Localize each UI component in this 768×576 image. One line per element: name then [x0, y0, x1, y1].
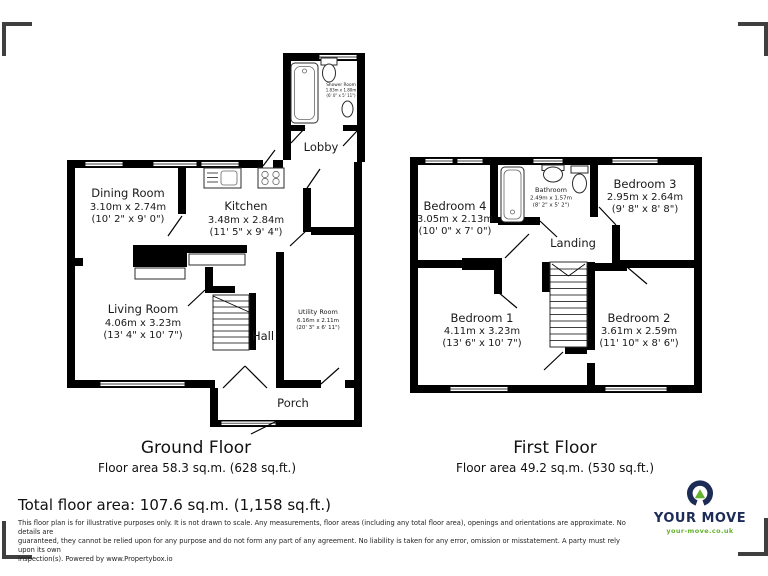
- disclaimer-line: guaranteed, they cannot be relied upon for any purpose and do not form any part of any agreement. No liability is taken for any error, omission or misstatement. A party must rely upon its own: [18, 536, 620, 554]
- door-swing: [168, 216, 182, 236]
- room-imperial: (11' 10" x 8' 6"): [599, 338, 679, 349]
- wall-segment: [303, 188, 311, 232]
- door-swing: [245, 366, 267, 388]
- room-label-bathroom: [530, 186, 572, 209]
- wall-segment: [494, 270, 502, 294]
- room-name: Bedroom 4: [423, 199, 487, 213]
- hearth: [135, 268, 185, 279]
- door-swing: [544, 352, 563, 370]
- first-floor-stairs: [550, 262, 587, 347]
- wall-segment: [205, 267, 213, 293]
- room-metric: 2.49m x 1.57m: [530, 195, 572, 202]
- room-metric: 6.16m x 2.11m: [297, 318, 339, 324]
- hob: [258, 168, 284, 188]
- room-label-porch: Porch: [277, 396, 309, 410]
- wall-segment: [542, 262, 550, 292]
- ground-floor-plan: [55, 40, 375, 435]
- wall-segment: [590, 165, 598, 217]
- room-name: Living Room: [107, 302, 179, 316]
- room-label-living: [103, 302, 182, 341]
- bath: [291, 63, 318, 123]
- ground-floor-stairs: [213, 295, 249, 350]
- wall-segment: [587, 363, 595, 385]
- room-imperial: (13' 6" x 10' 7"): [442, 338, 522, 349]
- wall-segment: [694, 157, 702, 393]
- room-metric: 4.11m x 3.23m: [443, 326, 521, 337]
- door-swing: [321, 368, 339, 384]
- room-name: Dining Room: [91, 186, 165, 200]
- room-name: Bedroom 2: [607, 311, 671, 325]
- room-imperial: (10' 0" x 7' 0"): [418, 226, 492, 237]
- room-label-kitchen: [208, 199, 284, 238]
- wall-segment: [354, 388, 362, 427]
- room-label-bed3: [607, 177, 683, 215]
- wall-segment: [354, 162, 362, 388]
- stairs: [213, 295, 249, 350]
- chimney-breast: [133, 245, 187, 267]
- room-metric: 3.05m x 2.13m: [416, 214, 494, 225]
- logo-domain-text: your-move.co.uk: [666, 527, 734, 535]
- room-imperial: (11' 5" x 9' 4"): [209, 227, 283, 238]
- room-name: Bedroom 1: [450, 311, 514, 325]
- room-imperial: (8' 2" x 5' 2"): [532, 202, 570, 209]
- room-metric: 3.10m x 2.74m: [89, 202, 167, 213]
- door-swing: [505, 234, 529, 258]
- wall-segment: [67, 160, 75, 388]
- door-swing: [627, 267, 647, 284]
- corner-mark-top-right: [738, 22, 768, 56]
- logo-brand-text: YOUR MOVE: [653, 511, 747, 526]
- wall-segment: [595, 263, 627, 271]
- wall-segment: [612, 225, 620, 265]
- disclaimer-text: [18, 519, 638, 564]
- basin: [342, 101, 353, 117]
- wall-segment: [187, 245, 247, 253]
- wall-segment: [343, 125, 357, 131]
- room-label-bed4: [417, 199, 493, 237]
- wall-segment: [283, 380, 321, 388]
- room-label-lobby: Lobby: [303, 140, 339, 154]
- room-label-shower: [326, 82, 357, 98]
- wall-segment: [67, 258, 83, 266]
- disclaimer-line: This floor plan is for illustrative purposes only. It is not drawn to scale. Any measurements, floor areas (including any total floor area), openings and orientations are approximate. No details are: [18, 519, 626, 536]
- wall-segment: [462, 258, 502, 270]
- ground-floor-title: Ground Floor: [140, 438, 252, 458]
- room-label-bed1: [442, 311, 521, 349]
- door-swing: [307, 169, 320, 188]
- room-name: Kitchen: [224, 199, 268, 213]
- your-move-logo-icon: [685, 479, 715, 510]
- ground-floor-area: Floor area 58.3 sq.m. (628 sq.ft.): [97, 461, 297, 475]
- room-imperial: (10' 2" x 9' 0"): [91, 214, 165, 225]
- room-imperial: (20' 3" x 6' 11"): [296, 325, 340, 331]
- ground-floor-walls: [67, 53, 365, 427]
- total-floor-area: Total floor area: 107.6 sq.m. (1,158 sq.ft.): [18, 496, 331, 514]
- room-label-landing: Landing: [550, 236, 596, 250]
- wall-segment: [410, 260, 465, 268]
- room-metric: 3.61m x 2.59m: [600, 326, 678, 337]
- room-metric: 3.48m x 2.84m: [207, 215, 285, 226]
- your-move-logo: [652, 479, 748, 535]
- toilet: [323, 64, 336, 82]
- first-floor-title: First Floor: [513, 438, 597, 458]
- wall-segment: [587, 262, 595, 350]
- wall-segment: [178, 168, 186, 214]
- door-swing: [540, 221, 557, 237]
- corner-mark-top-left: [2, 22, 32, 56]
- disclaimer-line: inspection(s). Powered by www.Propertybox.io: [18, 554, 173, 563]
- toilet: [573, 174, 587, 193]
- wall-segment: [273, 160, 283, 168]
- door-swing: [498, 292, 517, 308]
- wall-segment: [345, 380, 354, 388]
- room-name: Utility Room: [298, 308, 338, 316]
- toilet-cistern: [571, 166, 588, 173]
- door-swing: [188, 290, 205, 306]
- wall-segment: [283, 53, 291, 160]
- room-metric: 4.06m x 3.23m: [104, 318, 182, 329]
- room-label-utility: [296, 308, 340, 331]
- room-imperial: (9' 8" x 8' 8"): [611, 204, 679, 215]
- room-name: Bedroom 3: [613, 177, 677, 191]
- door-swing: [223, 366, 245, 388]
- wall-segment: [276, 252, 284, 388]
- basin: [544, 167, 563, 182]
- wall-segment: [311, 227, 354, 235]
- wall-segment: [410, 157, 418, 393]
- room-imperial: (6' 0" x 5' 11"): [326, 93, 356, 98]
- room-label-dining: [90, 186, 166, 225]
- kitchen-unit: [189, 254, 245, 265]
- wall-segment: [357, 53, 365, 162]
- room-metric: 1.83m x 1.80m: [325, 87, 357, 93]
- room-imperial: (13' 4" x 10' 7"): [103, 330, 183, 341]
- door-swing: [343, 131, 357, 146]
- room-name: Bathroom: [535, 186, 567, 194]
- door-swing: [290, 230, 307, 246]
- first-floor-plan: [405, 150, 715, 400]
- room-label-bed2: [599, 311, 678, 349]
- room-metric: 2.95m x 2.64m: [606, 192, 684, 203]
- logo-triangle: [695, 489, 705, 498]
- wall-segment: [565, 347, 587, 354]
- room-name: Shower Room: [326, 83, 356, 88]
- wall-segment: [213, 286, 235, 293]
- first-floor-area: Floor area 49.2 sq.m. (530 sq.ft.): [455, 461, 655, 475]
- room-label-hall: Hall: [251, 329, 275, 343]
